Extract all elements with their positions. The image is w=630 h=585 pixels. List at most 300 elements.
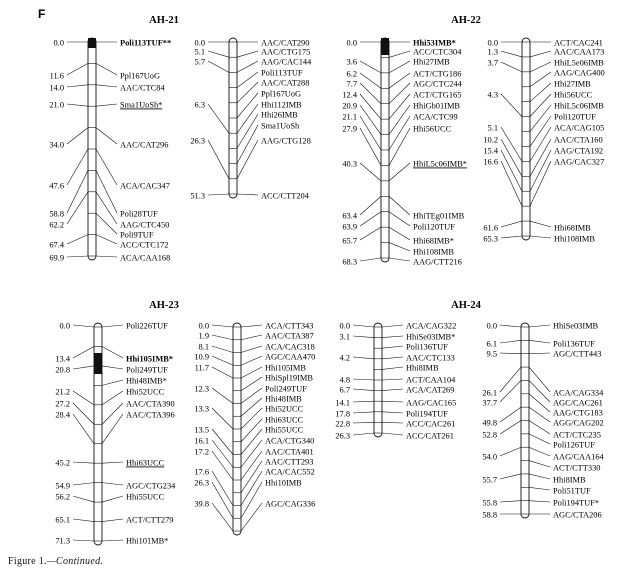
- position-connector: [500, 353, 521, 354]
- marker-position: 7.7: [346, 79, 357, 89]
- marker-connector: [241, 429, 262, 455]
- marker-label: ACT/CTG186: [413, 69, 462, 79]
- marker-label: Hhi68IMB*: [413, 236, 454, 246]
- marker-connector: [102, 414, 123, 444]
- marker-connector: [102, 496, 123, 502]
- marker-connector: [529, 340, 550, 343]
- marker-connector: [389, 227, 410, 240]
- marker-position: 54.0: [482, 452, 497, 462]
- position-connector: [67, 149, 88, 185]
- marker-connector: [241, 503, 262, 531]
- marker-label: Hhi105IMB: [265, 363, 306, 373]
- marker-connector: [102, 403, 123, 424]
- marker-label: HhiL5c06IMB*: [413, 159, 467, 169]
- marker-position: 13.5: [194, 425, 209, 435]
- marker-label: AGC/CAC261: [553, 398, 603, 408]
- marker-position: 37.7: [482, 398, 497, 408]
- marker-position: 0.0: [194, 38, 205, 48]
- position-connector: [73, 325, 94, 327]
- marker-connector: [241, 408, 262, 429]
- linkage-map-ah-24-1: [335, 322, 456, 441]
- position-connector: [360, 116, 381, 150]
- marker-label: Poli249TUF: [265, 384, 307, 394]
- marker-position: 56.2: [55, 492, 70, 502]
- marker-connector: [102, 380, 123, 385]
- marker-connector: [529, 325, 550, 327]
- marker-label: Hhi56UCC: [413, 124, 452, 134]
- position-connector: [360, 258, 381, 261]
- marker-label: Hhi63UCC: [126, 458, 165, 468]
- chromosome-group-ah-23: [55, 300, 315, 546]
- group-title: AH-22: [451, 15, 481, 26]
- marker-connector: [241, 325, 262, 327]
- marker-connector: [102, 346, 123, 358]
- marker-position: 12.4: [342, 90, 357, 100]
- position-connector: [212, 440, 233, 467]
- marker-label: AAC/CAA173: [554, 47, 605, 57]
- marker-position: 21.0: [49, 100, 64, 110]
- marker-label: ACT/CAA104: [406, 375, 456, 385]
- linkage-map-ah-22-1: [342, 38, 467, 267]
- marker-label: AAC/CTC84: [120, 83, 165, 93]
- marker-connector: [382, 357, 403, 359]
- chromosome-bar: [522, 38, 530, 240]
- marker-connector: [96, 192, 117, 224]
- marker-position: 26.1: [482, 388, 497, 398]
- linkage-map-ah-21-2: [190, 38, 312, 201]
- marker-position: 0.0: [339, 321, 350, 331]
- marker-label: AAG/CTT216: [413, 257, 462, 267]
- marker-label: Hhi27IMB: [554, 79, 591, 89]
- chromosome-group-ah-21: [49, 15, 312, 263]
- marker-position: 16.6: [483, 157, 498, 167]
- position-connector: [73, 540, 94, 541]
- marker-position: 6.7: [339, 385, 350, 395]
- marker-label: AAG/CTA192: [554, 146, 604, 156]
- linkage-map-ah-24-2: [482, 322, 604, 520]
- marker-connector: [529, 501, 550, 502]
- position-connector: [353, 433, 374, 435]
- marker-connector: [237, 140, 258, 179]
- marker-label: Hhi8IMB: [553, 475, 586, 485]
- marker-connector: [96, 128, 117, 144]
- marker-connector: [382, 336, 403, 338]
- marker-connector: [389, 163, 410, 181]
- marker-position: 47.6: [49, 181, 64, 191]
- position-connector: [353, 389, 374, 391]
- marker-position: 11.7: [194, 363, 209, 373]
- marker-label: ACA/CAG322: [406, 321, 457, 331]
- marker-position: 55.8: [482, 498, 497, 508]
- position-connector: [67, 192, 88, 224]
- position-connector: [353, 336, 374, 338]
- position-connector: [212, 346, 233, 353]
- position-connector: [360, 105, 381, 135]
- marker-connector: [530, 105, 551, 132]
- marker-connector: [382, 389, 403, 391]
- marker-label: AAC/CAT290: [261, 38, 310, 48]
- chromosome-group-ah-24: [335, 300, 604, 520]
- marker-connector: [529, 367, 550, 392]
- marker-connector: [382, 367, 403, 369]
- marker-label: AAC/CTT293: [265, 457, 314, 467]
- marker-label: AAC/CTA387: [265, 331, 314, 341]
- marker-connector: [102, 519, 123, 522]
- marker-connector: [237, 61, 258, 72]
- marker-label: ACA/CAG334: [553, 388, 604, 398]
- marker-label: ACT/CTT279: [126, 515, 174, 525]
- marker-label: AAG/CTG128: [261, 136, 311, 146]
- marker-label: AGC/CAA470: [265, 352, 316, 362]
- marker-connector: [389, 116, 410, 150]
- marker-label: Hhi108IMB: [413, 247, 454, 257]
- marker-position: 17.8: [335, 409, 350, 419]
- marker-position: 3.7: [487, 58, 498, 68]
- position-connector: [67, 104, 88, 106]
- marker-position: 1.9: [198, 331, 209, 341]
- marker-connector: [530, 72, 551, 87]
- marker-position: 22.8: [335, 419, 350, 429]
- marker-connector: [96, 170, 117, 213]
- marker-label: AAG/CAA164: [553, 452, 604, 462]
- marker-label: Poli136TUF: [406, 342, 448, 352]
- position-connector: [500, 421, 521, 435]
- marker-position: 14.1: [335, 398, 350, 408]
- marker-position: 20.9: [342, 101, 357, 111]
- marker-connector: [389, 196, 410, 215]
- marker-connector: [237, 51, 258, 57]
- panel-letter: F: [38, 7, 46, 21]
- marker-position: 40.3: [342, 159, 357, 169]
- marker-label: Hhi10IMB: [265, 478, 302, 488]
- marker-label: Hhi26IMB: [261, 110, 298, 120]
- position-connector: [73, 496, 94, 502]
- marker-position: 58.8: [482, 510, 497, 520]
- group-title: AH-23: [149, 300, 179, 311]
- marker-position: 6.3: [194, 100, 205, 110]
- marker-position: 65.1: [55, 515, 70, 525]
- marker-position: 11.6: [49, 71, 64, 81]
- marker-label: Poli136TUF: [553, 339, 595, 349]
- position-connector: [212, 503, 233, 531]
- marker-position: 12.3: [194, 384, 209, 394]
- marker-label: Hhi8IMB: [406, 363, 439, 373]
- marker-connector: [382, 433, 403, 435]
- position-connector: [212, 356, 233, 365]
- position-connector: [67, 235, 88, 244]
- marker-label: Sma1UoSh: [261, 121, 300, 131]
- marker-connector: [529, 447, 550, 456]
- marker-label: ACA/CAC347: [120, 181, 170, 191]
- marker-label: ACT/CAC241: [554, 38, 603, 48]
- marker-label: AAG/CAC165: [406, 398, 457, 408]
- marker-position: 0.0: [346, 38, 357, 48]
- marker-connector: [96, 213, 117, 234]
- marker-position: 17.6: [194, 467, 209, 477]
- marker-connector: [529, 487, 550, 490]
- position-connector: [208, 104, 229, 133]
- marker-position: 63.9: [342, 222, 357, 232]
- marker-position: 65.3: [483, 234, 498, 244]
- marker-connector: [96, 256, 117, 257]
- marker-position: 6.2: [346, 69, 357, 79]
- marker-position: 8.1: [198, 342, 209, 352]
- marker-label: ACC/CTT204: [261, 191, 309, 201]
- position-connector: [73, 391, 94, 405]
- marker-label: Hhi68IMB: [554, 223, 591, 233]
- marker-connector: [530, 94, 551, 117]
- position-connector: [353, 422, 374, 423]
- position-connector: [212, 367, 233, 378]
- marker-connector: [382, 422, 403, 423]
- marker-connector: [96, 235, 117, 244]
- centromere-block: [381, 38, 389, 55]
- marker-label: Hhi53IMB*: [413, 38, 456, 48]
- marker-position: 3.1: [339, 332, 350, 342]
- marker-connector: [389, 94, 410, 119]
- marker-position: 55.7: [482, 475, 497, 485]
- marker-position: 10.2: [483, 135, 498, 145]
- marker-position: 17.2: [194, 447, 209, 457]
- position-connector: [208, 61, 229, 72]
- marker-label: ACC/CAT261: [406, 431, 454, 441]
- marker-position: 13.4: [55, 354, 70, 364]
- marker-label: ACT/CTG165: [413, 90, 462, 100]
- marker-label: AGC/CTT443: [553, 349, 602, 359]
- marker-label: Poli120TUF: [413, 222, 455, 232]
- marker-label: AGC/CAG336: [265, 499, 316, 509]
- marker-connector: [530, 51, 551, 57]
- caption-label: Figure 1.: [8, 556, 47, 567]
- marker-label: Hhi63UCC: [265, 415, 304, 425]
- marker-position: 0.0: [486, 321, 497, 331]
- marker-position: 9.5: [486, 349, 497, 359]
- marker-connector: [96, 149, 117, 185]
- marker-connector: [529, 353, 550, 354]
- marker-position: 5.1: [194, 47, 205, 57]
- position-connector: [73, 414, 94, 444]
- marker-label: ACT/CTC235: [553, 430, 601, 440]
- marker-connector: [102, 325, 123, 327]
- marker-position: 49.8: [482, 418, 497, 428]
- marker-label: ACA/CTT343: [265, 321, 314, 331]
- position-connector: [208, 140, 229, 179]
- marker-connector: [529, 434, 550, 444]
- marker-connector: [102, 462, 123, 463]
- marker-position: 0.0: [198, 321, 209, 331]
- marker-position: 69.9: [49, 253, 64, 263]
- marker-label: Hhi55UCC: [265, 425, 304, 435]
- position-connector: [500, 447, 521, 456]
- marker-connector: [241, 388, 262, 404]
- marker-label: Hhi101MB*: [126, 536, 169, 546]
- marker-position: 14.0: [49, 83, 64, 93]
- marker-label: AAC/CAT296: [120, 140, 169, 150]
- position-connector: [212, 325, 233, 327]
- marker-position: 61.6: [483, 223, 498, 233]
- position-connector: [353, 357, 374, 359]
- marker-position: 6.1: [486, 339, 497, 349]
- group-title: AH-24: [451, 300, 481, 311]
- position-connector: [212, 408, 233, 429]
- position-connector: [67, 85, 88, 87]
- marker-connector: [389, 128, 410, 165]
- marker-label: ACA/CAG105: [554, 123, 605, 133]
- marker-connector: [530, 62, 551, 72]
- marker-connector: [241, 398, 262, 416]
- marker-label: Poli126TUF: [553, 440, 595, 450]
- marker-label: Poli226TUF: [126, 321, 168, 331]
- marker-connector: [96, 85, 117, 87]
- marker-position: 34.0: [49, 140, 64, 150]
- marker-position: 21.2: [55, 387, 70, 397]
- marker-connector: [529, 421, 550, 435]
- position-connector: [360, 212, 381, 226]
- position-connector: [212, 335, 233, 340]
- marker-position: 20.8: [55, 365, 70, 375]
- linkage-map-ah-22-2: [483, 38, 604, 244]
- marker-label: Poli113TUF**: [120, 38, 172, 48]
- marker-connector: [241, 419, 262, 442]
- marker-label: ACA/CAC552: [265, 467, 315, 477]
- marker-connector: [389, 243, 410, 251]
- marker-position: 16.1: [194, 436, 209, 446]
- position-connector: [353, 379, 374, 380]
- marker-position: 28.4: [55, 410, 70, 420]
- marker-position: 1.3: [487, 47, 498, 57]
- marker-label: Hhi55UCC: [126, 492, 165, 502]
- marker-label: ACA/CTC99: [413, 112, 458, 122]
- marker-label: Ppl167UoG: [261, 89, 302, 99]
- marker-connector: [389, 51, 410, 57]
- marker-label: HhiSe03IMB: [553, 321, 599, 331]
- marker-position: 0.0: [59, 321, 70, 331]
- marker-position: 27.9: [342, 124, 357, 134]
- marker-label: AAG/CTC450: [120, 220, 170, 230]
- marker-label: HhiL5e06IMB: [554, 58, 604, 68]
- marker-position: 0.0: [487, 38, 498, 48]
- marker-connector: [102, 540, 123, 541]
- position-connector: [501, 161, 522, 206]
- marker-label: Hhi48IMB: [265, 394, 302, 404]
- marker-label: ACC/CTC172: [120, 240, 169, 250]
- marker-label: ACA/CTG340: [265, 436, 315, 446]
- marker-connector: [382, 346, 403, 348]
- position-connector: [353, 325, 374, 327]
- marker-position: 10.9: [194, 352, 209, 362]
- marker-connector: [382, 325, 403, 327]
- marker-label: ACA/CAA168: [120, 253, 171, 263]
- position-connector: [360, 196, 381, 215]
- linkage-map-ah-21-1: [49, 38, 171, 263]
- marker-label: HhiTEg01IMB: [413, 211, 465, 221]
- marker-connector: [382, 401, 403, 402]
- centromere-block: [94, 353, 102, 374]
- position-connector: [73, 519, 94, 522]
- marker-label: AAC/CTA390: [126, 399, 175, 409]
- marker-connector: [96, 104, 117, 106]
- marker-label: ACA/CAT269: [406, 385, 455, 395]
- marker-label: Poli194TUF: [406, 409, 448, 419]
- position-connector: [73, 366, 94, 369]
- marker-label: ACC/CTC304: [413, 47, 462, 57]
- position-connector: [73, 403, 94, 424]
- marker-label: Hhi52UCC: [265, 404, 304, 414]
- marker-label: Hhi27IMB: [413, 57, 450, 67]
- marker-label: AGG/CAG202: [553, 418, 604, 428]
- marker-position: 26.3: [194, 478, 209, 488]
- position-connector: [501, 51, 522, 57]
- marker-label: Hhi56UCC: [554, 90, 593, 100]
- position-connector: [212, 388, 233, 404]
- position-connector: [353, 401, 374, 402]
- marker-position: 4.8: [339, 375, 350, 385]
- marker-label: HhiL5c06IMB: [554, 101, 604, 111]
- marker-position: 5.7: [194, 57, 205, 67]
- position-connector: [353, 412, 374, 413]
- marker-connector: [241, 346, 262, 353]
- marker-label: Poli51TUF: [553, 486, 591, 496]
- marker-label: HhiSpl19IMB: [265, 373, 313, 383]
- position-connector: [500, 367, 521, 392]
- marker-position: 63.4: [342, 211, 357, 221]
- position-connector: [212, 429, 233, 455]
- marker-label: Hhi52UCC: [126, 387, 165, 397]
- position-connector: [208, 194, 229, 195]
- marker-label: AAG/CAC144: [261, 57, 312, 67]
- position-connector: [500, 380, 521, 402]
- chromosome-group-ah-22: [342, 15, 604, 267]
- marker-connector: [529, 461, 550, 467]
- position-connector: [360, 61, 381, 73]
- marker-label: Hhi105IMB*: [126, 354, 173, 364]
- marker-label: Hhi108IMB: [554, 234, 595, 244]
- marker-label: Poli113TUF: [261, 68, 303, 78]
- marker-connector: [389, 212, 410, 226]
- linkage-map-ah-23-1: [55, 322, 176, 546]
- position-connector: [500, 407, 521, 422]
- marker-connector: [382, 379, 403, 380]
- marker-label: AAC/CTC133: [406, 353, 455, 363]
- position-connector: [501, 236, 522, 238]
- marker-connector: [241, 377, 262, 391]
- marker-position: 0.0: [53, 38, 64, 48]
- marker-label: Poli194TUF*: [553, 498, 600, 508]
- marker-position: 26.3: [335, 431, 350, 441]
- position-connector: [501, 94, 522, 117]
- position-connector: [67, 256, 88, 257]
- centromere-block: [88, 38, 96, 48]
- marker-label: AGC/CTC244: [413, 79, 462, 89]
- group-title: AH-21: [149, 15, 179, 26]
- position-connector: [500, 340, 521, 343]
- marker-connector: [102, 391, 123, 405]
- marker-label: AAC/CTA160: [554, 135, 603, 145]
- marker-label: Sma1UoSh*: [120, 100, 163, 110]
- marker-label: ACA/CAC318: [265, 342, 315, 352]
- marker-connector: [530, 221, 551, 227]
- position-connector: [67, 63, 88, 75]
- marker-connector: [241, 367, 262, 378]
- marker-label: AAG/CAG400: [554, 68, 605, 78]
- marker-position: 58.8: [49, 209, 64, 219]
- marker-label: Hhi112IMB: [261, 100, 302, 110]
- position-connector: [67, 170, 88, 213]
- marker-label: Poli120TUF: [554, 112, 596, 122]
- marker-connector: [389, 61, 410, 73]
- position-connector: [360, 163, 381, 181]
- marker-connector: [529, 380, 550, 402]
